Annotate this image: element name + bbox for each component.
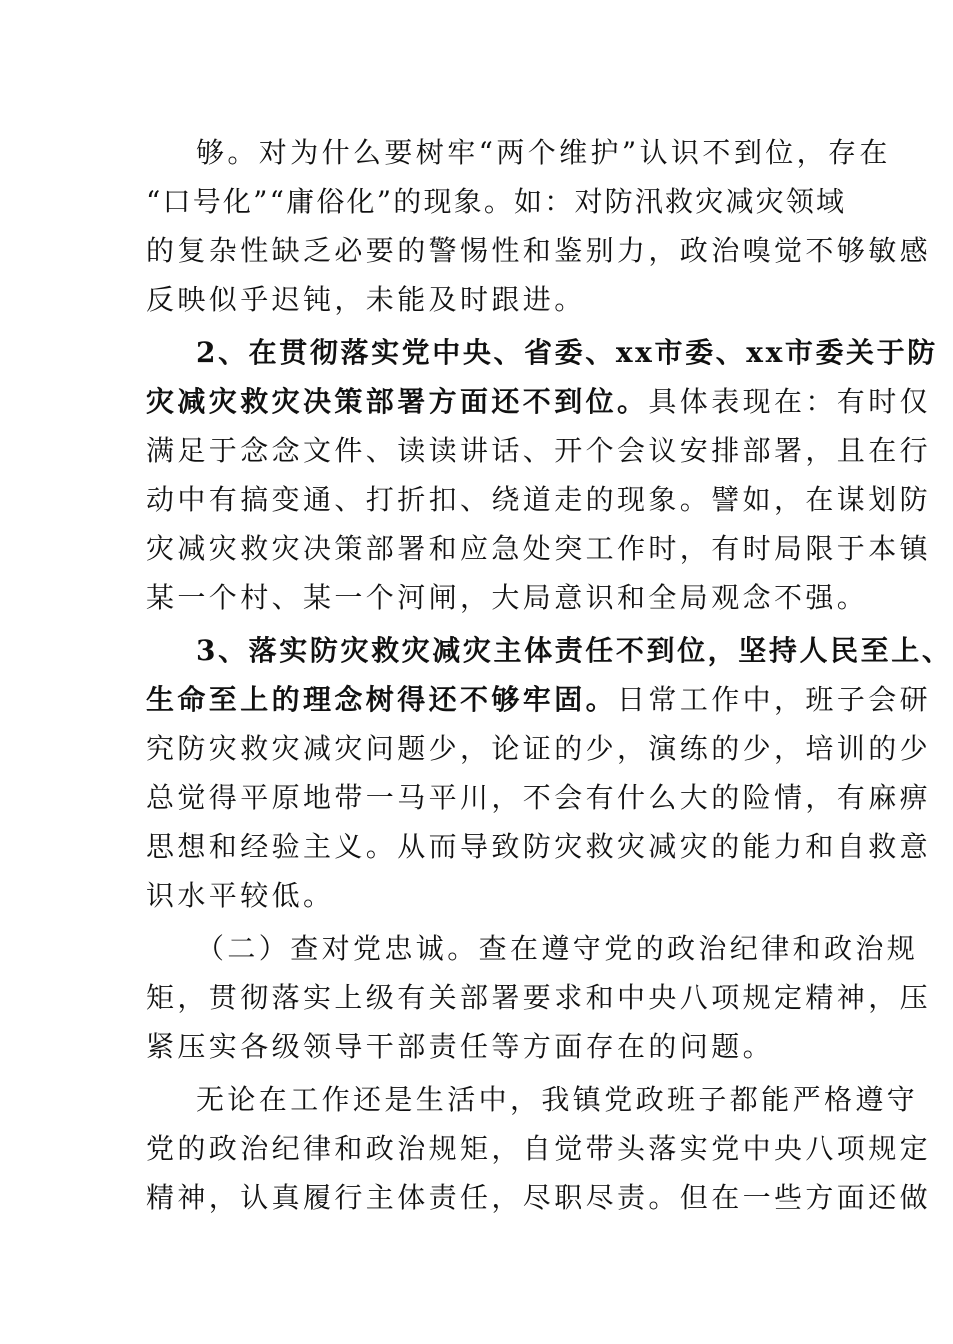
text-line <box>146 475 932 525</box>
text-line <box>146 377 932 427</box>
text-run: 灾减灾救灾决策部署和应急处突工作时，有时局限于本镇 <box>146 532 932 565</box>
text-line <box>146 773 932 823</box>
text-line <box>146 724 932 774</box>
heading-line <box>196 626 953 676</box>
heading-line <box>196 328 938 378</box>
bold-run: 生命至上的理念树得还不够牢固。 <box>146 683 618 716</box>
text-run: 思想和经验主义。从而导致防灾救灾减灾的能力和自救意 <box>146 830 932 863</box>
text-line <box>146 822 932 872</box>
text-line <box>146 524 932 574</box>
text-run: 动中有搞变通、打折扣、绕道走的现象。譬如，在谋划防 <box>146 483 932 516</box>
text-run: 够。对为什么要树牢“两个维护”认识不到位，存在 <box>196 136 891 169</box>
bold-run: 3、落实防灾救灾减灾主体责任不到位，坚持人民至上、 <box>196 634 953 667</box>
text-line <box>146 426 932 476</box>
text-run: 识水平较低。 <box>146 879 335 912</box>
text-line <box>146 1173 932 1223</box>
text-line <box>146 177 847 227</box>
text-line <box>146 973 932 1023</box>
text-run: （二）查对党忠诚。查在遵守党的政治纪律和政治规 <box>196 932 919 965</box>
text-run: 总觉得平原地带一马平川，不会有什么大的险情，有麻痹 <box>146 781 932 814</box>
text-run: 精神，认真履行主体责任，尽职尽责。但在一些方面还做 <box>146 1181 932 1214</box>
text-run: “口号化”“庸俗化”的现象。如：对防汛救灾减灾领域 <box>146 185 847 218</box>
text-line <box>196 924 919 974</box>
text-line <box>146 675 932 725</box>
text-run: 无论在工作还是生活中，我镇党政班子都能严格遵守 <box>196 1083 919 1116</box>
bold-run: 灾减灾救灾决策部署方面还不到位。 <box>146 385 649 418</box>
text-line <box>146 275 816 325</box>
text-run: 究防灾救灾减灾问题少，论证的少，演练的少，培训的少 <box>146 732 932 765</box>
text-line <box>196 128 891 178</box>
text-run: 具体表现在：有时仅 <box>648 385 932 418</box>
text-run: 的复杂性缺乏必要的警惕性和鉴别力，政治嗅觉不够敏感 <box>146 234 932 267</box>
bold-run: 2、在贯彻落实党中央、省委、xx市委、xx市委关于防 <box>196 336 938 369</box>
text-run: 满足于念念文件、读读讲话、开个会议安排部署，且在行 <box>146 434 932 467</box>
text-line <box>146 871 816 921</box>
text-run: 日常工作中，班子会研 <box>617 683 932 716</box>
text-run: 某一个村、某一个河闸，大局意识和全局观念不强。 <box>146 581 869 614</box>
text-line <box>146 1022 816 1072</box>
text-run: 反映似乎迟钝，未能及时跟进。 <box>146 283 586 316</box>
text-run: 紧压实各级领导干部责任等方面存在的问题。 <box>146 1030 775 1063</box>
text-line <box>146 573 869 623</box>
text-run: 党的政治纪律和政治规矩，自觉带头落实党中央八项规定 <box>146 1132 932 1165</box>
text-line <box>196 1075 919 1125</box>
text-run: 矩，贯彻落实上级有关部署要求和中央八项规定精神，压 <box>146 981 932 1014</box>
text-line <box>146 1124 932 1174</box>
text-line <box>146 226 932 276</box>
